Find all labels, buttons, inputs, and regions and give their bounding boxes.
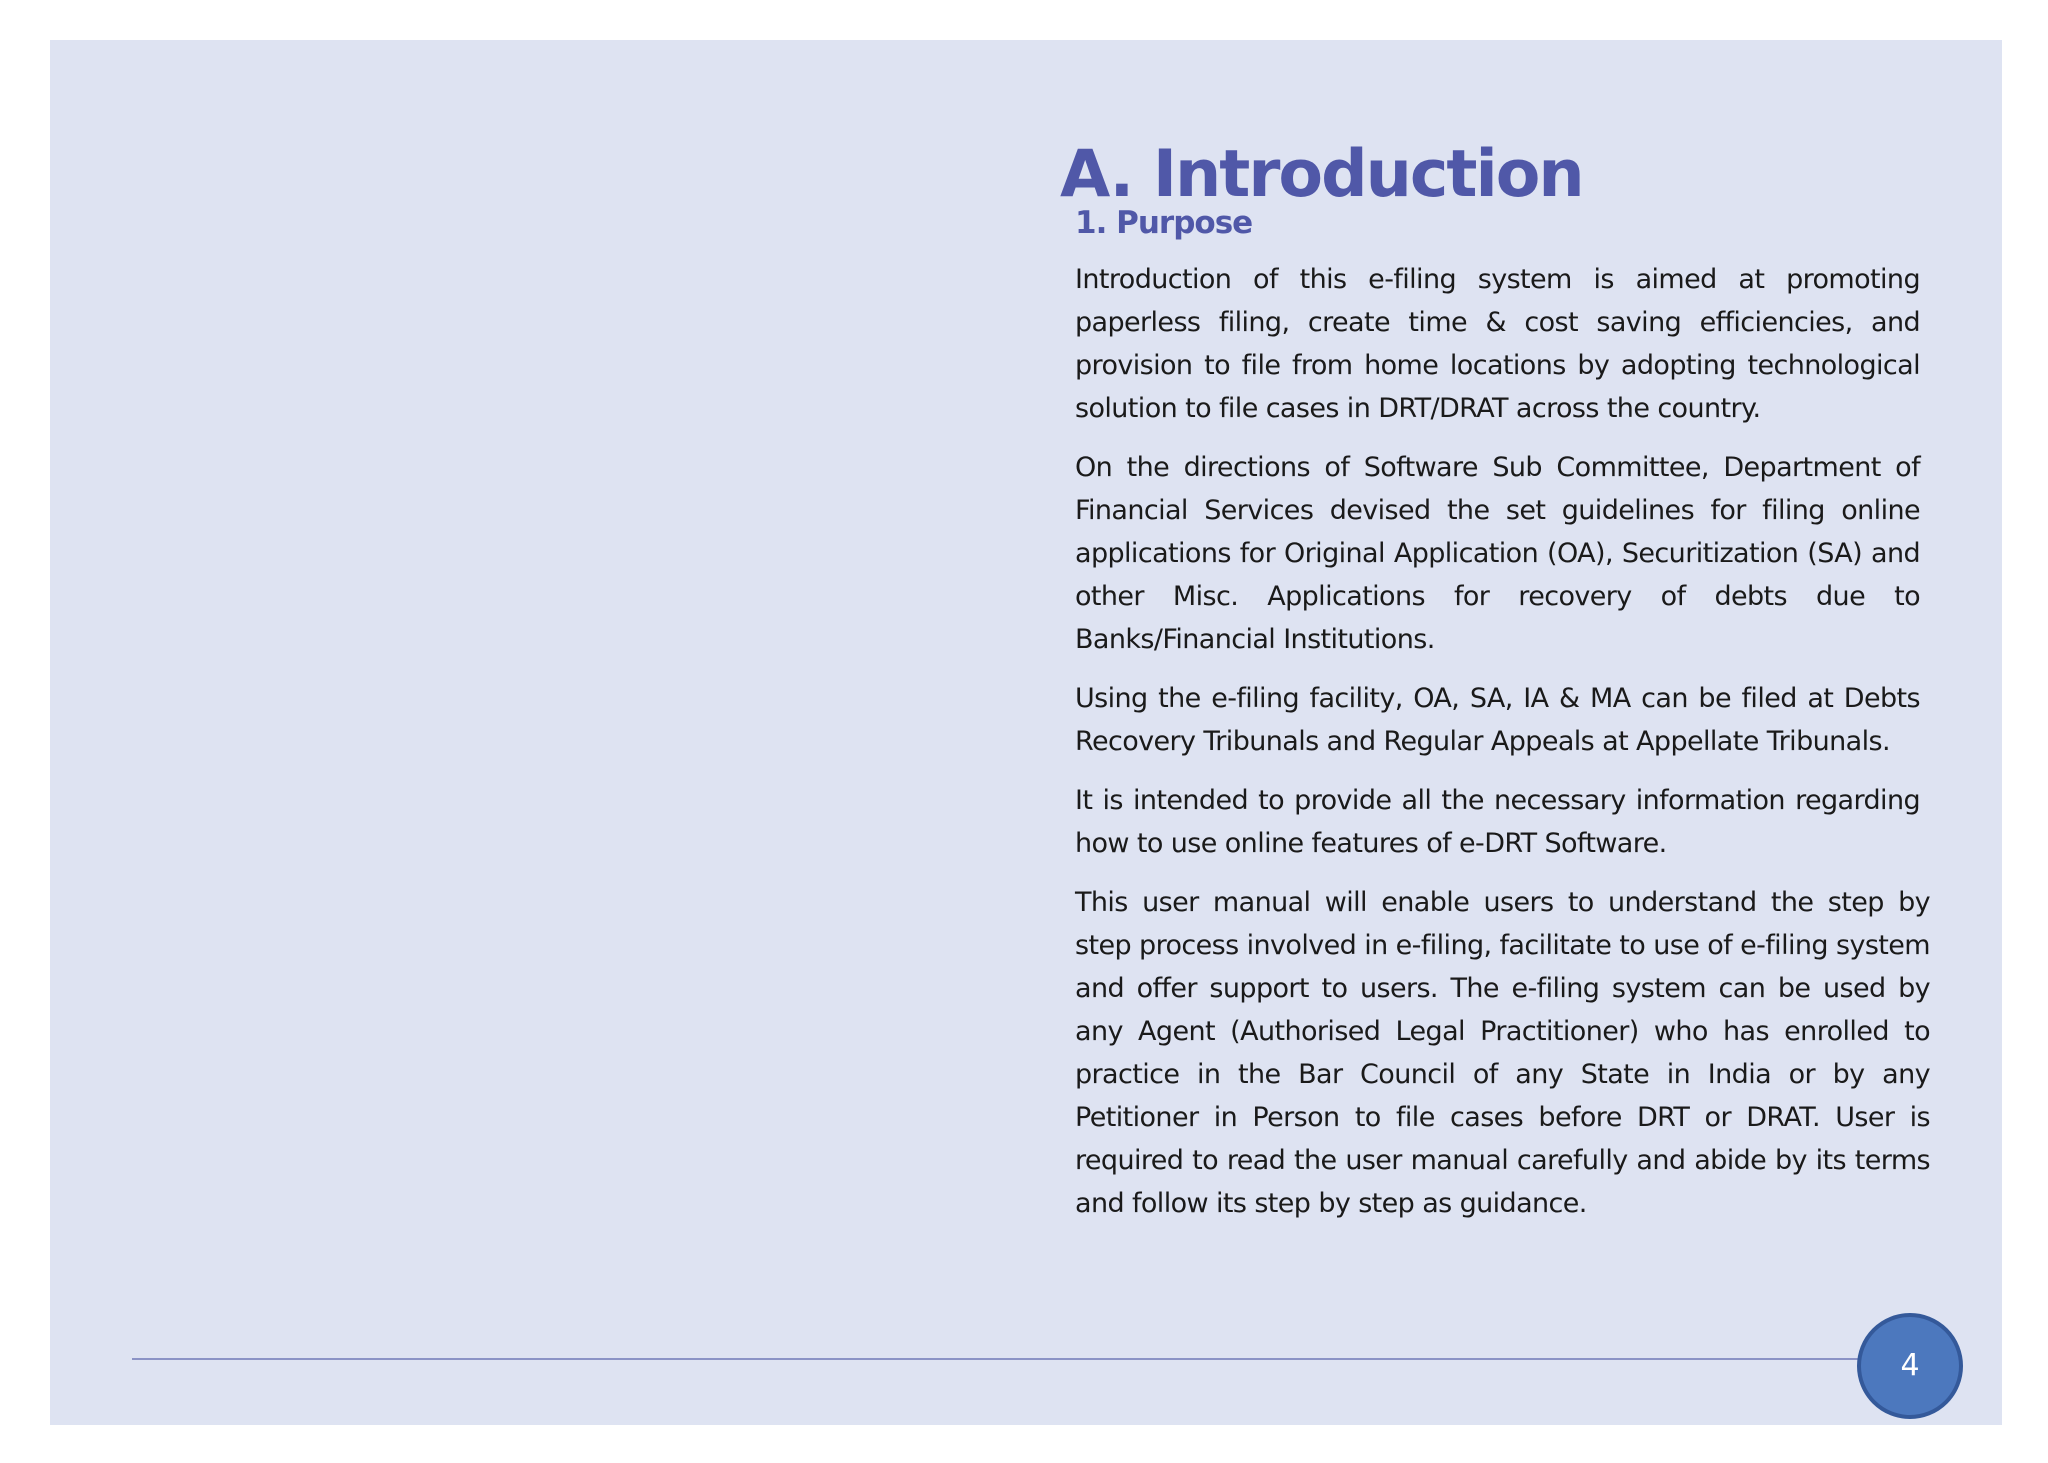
paragraph-introduction: Introduction of this e-filing system is aimed at promoting paperless filing, create time & cost saving efficiencies, and provision to file from home locations by adopting technological solution to file cases in DRT/DRAT across the country. [1075,264,1920,424]
document-page [50,40,2002,1425]
paragraph-user-manual: This user manual will enable users to understand the step by step process involved in e-filing, facilitate to use of e-filing system and offer support to users. The e-filing system can be used by any Agent (Authorised Legal Practitioner) who has enrolled to practice in the Bar Council of any State in India or by any Petitioner in Person to file cases before DRT or DRAT. User is required to read the user manual carefully and abide by its terms and follow its step by step as guidance. [1075,887,1930,1219]
subsection-title: 1. Purpose [1075,205,1253,241]
content-column [1060,137,1965,1241]
footer-divider [132,1358,1892,1360]
paragraph-facility: Using the e-filing facility, OA, SA, IA & MA can be filed at Debts Recovery Tribunals and Regular Appeals at Appellate Tribunals. [1075,683,1920,757]
paragraph-intent: It is intended to provide all the necessary information regarding how to use online features of e-DRT Software. [1075,785,1920,859]
body-text [1075,258,1930,1225]
section-title: A. Introduction [1060,137,1583,212]
paragraph-directions: On the directions of Software Sub Committee, Department of Financial Services devised the set guidelines for filing online applications for Original Application (OA), Securitization (SA) and other Misc. Applications for recovery of debts due to Banks/Financial Institutions. [1075,452,1920,655]
page-number-badge: 4 [1857,1313,1963,1419]
